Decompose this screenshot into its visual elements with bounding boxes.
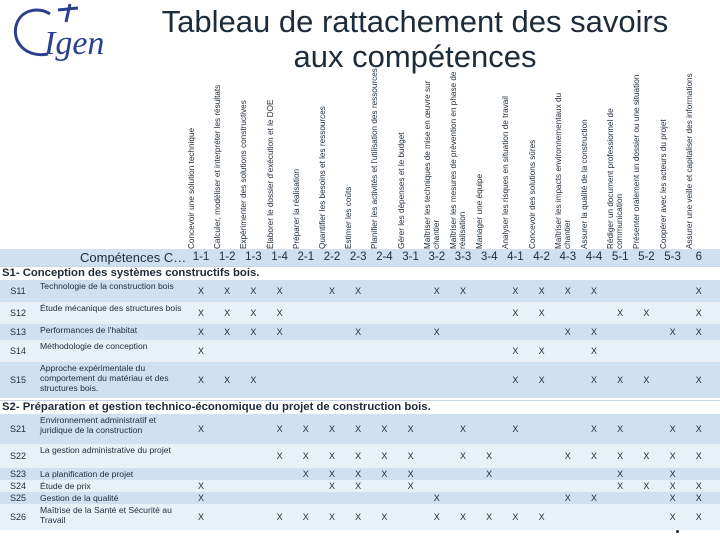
cell-mark-5-1: X [617,308,624,318]
row-code: S15 [9,375,26,385]
column-header-5-2 [633,66,659,249]
cell-mark-1-3: X [250,327,257,337]
column-header-label: Assurer une veille et capitaliser des informations [684,73,694,249]
cell-mark-4-2: X [538,308,545,318]
row-label: Étude de prix [40,481,91,491]
column-header-label: Gérer les dépenses et le budget [396,132,406,249]
cell-mark-4-1: X [512,512,519,522]
column-header-3-4 [476,66,502,249]
cell-mark-2-2: X [328,286,335,296]
cell-mark-4-4: X [590,375,597,385]
competences-label: Compétences C… [80,250,187,265]
title-line-1: Tableau de rattachement des savoirs [161,4,669,39]
competence-code: 3-2 [428,251,446,263]
table-row [0,302,720,325]
section-s1-title [0,266,720,281]
cell-mark-1-4: X [276,286,283,296]
row-label: Environnement administratif et juridique de la construction [40,415,157,436]
column-header-2-1 [293,66,319,249]
cell-mark-1-4: X [276,451,283,461]
column-header-5-3 [660,66,686,249]
row-label: Technologie de la construction bois [40,281,174,291]
cell-mark-5-2: X [643,451,650,461]
cell-mark-2-1: X [302,424,309,434]
cell-mark-1-2: X [224,286,231,296]
cell-mark-2-2: X [328,469,335,479]
competence-code: 5-1 [611,251,629,263]
cell-mark-1-1: X [197,308,204,318]
column-header-2-2 [319,66,345,249]
row-code: S23 [9,469,26,479]
cell-mark-3-1: X [407,451,414,461]
cell-mark-1-1: X [197,512,204,522]
cell-mark-1-1: X [197,493,204,503]
cell-mark-6: X [695,451,702,461]
table-row [0,444,720,469]
cell-mark-1-4: X [276,424,283,434]
competence-code: 6 [695,251,702,263]
title-line-2: aux compétences [293,39,537,74]
cell-mark-1-4: X [276,512,283,522]
table-row [0,324,720,341]
cell-mark-5-3: X [669,493,676,503]
row-code: S14 [9,346,26,356]
row-code: S24 [9,481,26,491]
cell-mark-4-2: X [538,375,545,385]
column-header-label: Maîtriser les techniques de mise en œuvre sur chantier [422,80,441,249]
column-header-label: Rédiger un document professionnel de communication [606,108,624,249]
cell-mark-1-1: X [197,424,204,434]
cell-mark-1-3: X [250,286,257,296]
cell-mark-6: X [695,481,702,491]
column-header-1-2 [214,66,240,249]
column-header-label: Calculer, modéliser et interpréter les résultats [213,84,223,249]
cell-mark-4-4: X [590,327,597,337]
column-header-4-2 [529,66,555,249]
cell-mark-4-3: X [564,327,571,337]
column-header-label: Présenter oralement un dossier ou une situation [632,74,642,249]
footer-dot [676,530,679,533]
cell-mark-1-2: X [224,375,231,385]
cell-mark-3-2: X [433,512,440,522]
row-label: Approche expérimentale du comportement du matériau et des structures bois. [40,363,169,394]
column-header-2-4 [371,66,397,249]
cell-mark-3-2: X [433,286,440,296]
cell-mark-4-2: X [538,346,545,356]
competence-code: 4-1 [507,251,524,263]
row-code: S21 [9,424,26,434]
cell-mark-5-1: X [617,481,624,491]
row-label: Méthodologie de conception [40,341,148,351]
column-header-label: Planifier les activités et l'utilisation des ressources [370,68,380,249]
competence-code: 1-2 [218,251,236,263]
cell-mark-4-4: X [590,286,597,296]
cell-mark-4-1: X [512,346,519,356]
cell-mark-3-3: X [459,451,466,461]
cell-mark-4-4: X [590,451,597,461]
cell-mark-2-3: X [355,424,362,434]
cell-mark-4-1: X [512,375,519,385]
cell-mark-4-3: X [564,286,571,296]
cell-mark-5-3: X [669,512,676,522]
competence-headers [188,66,718,249]
column-header-label: Coopérer avec les acteurs du projet [658,119,668,249]
cell-mark-1-1: X [197,481,204,491]
cell-mark-1-3: X [250,308,257,318]
cell-mark-3-1: X [407,424,414,434]
column-header-label: Préparer la réalisation [291,168,301,249]
competence-code: 1-1 [192,251,210,263]
cell-mark-4-1: X [512,308,519,318]
cell-mark-4-4: X [590,346,597,356]
competence-code: 2-4 [376,251,393,263]
competence-code: 1-3 [245,251,262,263]
competence-code: 4-3 [559,251,577,263]
column-header-3-2 [424,66,450,249]
table-row [0,340,720,363]
cell-mark-5-3: X [669,469,676,479]
cell-mark-3-3: X [459,286,466,296]
cell-mark-1-1: X [197,286,204,296]
row-label: Performances de l'habitat [40,325,138,335]
table-row [0,280,720,303]
column-header-4-3 [555,66,581,249]
cell-mark-1-1: X [197,346,204,356]
cell-mark-5-2: X [643,308,650,318]
cell-mark-3-2: X [433,493,440,503]
section-s1-label: S1- Conception des systèmes constructifs bois. [2,267,260,279]
competence-code: 5-3 [664,251,681,263]
section-s2-label: S2- Préparation et gestion technico-économique du projet de construction bois. [2,401,431,413]
cell-mark-6: X [695,327,702,337]
cell-mark-4-2: X [538,286,545,296]
column-header-label: Assurer la qualité de la construction [580,119,589,249]
cell-mark-2-3: X [355,481,362,491]
cell-mark-2-4: X [381,424,388,434]
column-header-label: Manager une équipe [475,173,485,249]
row-label: La gestion administrative du projet [40,445,171,455]
cell-mark-2-2: X [328,481,335,491]
competence-code: 3-3 [454,251,472,263]
column-header-label: Concevoir une solution technique [187,127,196,249]
cell-mark-1-1: X [197,327,204,337]
competence-code: 4-4 [585,251,603,263]
cell-mark-3-2: X [433,327,440,337]
row-code: S22 [9,451,26,461]
column-header-label: Estimer les coûts [344,186,354,249]
competence-code: 5-2 [638,251,655,263]
cell-mark-1-4: X [276,308,283,318]
cell-mark-5-3: X [669,424,676,434]
competence-code: 3-4 [480,251,498,263]
column-header-1-3 [240,66,266,249]
section-s2-title [0,400,720,415]
competence-code: 3-1 [402,251,419,263]
cell-mark-4-4: X [590,424,597,434]
row-code: S25 [9,493,26,503]
cell-mark-2-3: X [355,469,362,479]
column-header-1-4 [267,66,293,249]
column-header-6 [686,66,712,249]
column-header-3-1 [398,66,424,249]
row-code: S13 [9,327,26,337]
column-header-3-3 [450,66,476,249]
row-code: S26 [9,512,26,522]
cell-mark-4-2: X [538,512,545,522]
cell-mark-4-1: X [512,424,519,434]
column-header-5-1 [607,66,633,249]
competence-code: 2-3 [349,251,367,263]
competence-code: 2-1 [297,251,315,263]
column-header-4-4 [581,66,607,249]
cell-mark-1-2: X [224,308,231,318]
column-header-label: Maîtriser les impacts environnementaux du chantier [553,92,572,249]
cell-mark-2-1: X [302,512,309,522]
cell-mark-2-2: X [328,451,335,461]
competence-code: 1-4 [271,251,288,263]
cell-mark-5-1: X [617,451,624,461]
table-row [0,504,720,531]
row-label: Gestion de la qualité [40,493,119,503]
cell-mark-2-1: X [302,469,309,479]
column-header-label: Analyser les risques en situation de travail [501,96,511,249]
cell-mark-1-4: X [276,327,283,337]
competence-code: 2-2 [323,251,341,263]
table-row [0,414,720,445]
cell-mark-4-3: X [564,493,571,503]
cell-mark-3-1: X [407,481,414,491]
row-label: La planification de projet [40,469,134,479]
column-header-label: Expérimenter des solutions constructives [239,100,249,249]
cell-mark-4-4: X [590,493,597,503]
column-header-4-1 [502,66,528,249]
cell-mark-5-2: X [643,375,650,385]
cell-mark-3-3: X [459,424,466,434]
column-header-label: Élaborer le dossier d'exécution et le DOE [265,99,275,249]
cell-mark-3-4: X [486,512,493,522]
cell-mark-2-3: X [355,327,362,337]
column-header-label: Quantifier les besoins et les ressources [318,106,327,249]
cell-mark-3-4: X [486,469,493,479]
cell-mark-4-3: X [564,451,571,461]
row-code: S11 [10,286,26,296]
cell-mark-6: X [695,286,702,296]
row-label: Étude mécanique des structures bois [40,303,182,313]
table-row [0,362,720,399]
row-code: S12 [9,308,26,318]
cell-mark-2-4: X [381,451,388,461]
cell-mark-1-1: X [197,375,204,385]
cell-mark-5-2: X [643,481,650,491]
cell-mark-2-3: X [355,512,362,522]
cell-mark-2-3: X [355,286,362,296]
column-header-1-1 [188,66,214,249]
column-header-label: Maîtriser les mesures de prévention en phase de réalisation [449,71,467,249]
cell-mark-6: X [695,308,702,318]
cell-mark-2-4: X [381,469,388,479]
cell-mark-1-2: X [224,327,231,337]
igen-logo [8,4,138,70]
cell-mark-6: X [695,493,702,503]
cell-mark-6: X [695,375,702,385]
cell-mark-3-3: X [459,512,466,522]
cell-mark-2-3: X [355,451,362,461]
cell-mark-5-3: X [669,451,676,461]
page-title [130,4,700,74]
cell-mark-3-1: X [407,469,414,479]
column-header-2-3 [345,66,371,249]
cell-mark-2-2: X [328,424,335,434]
cell-mark-1-3: X [250,375,257,385]
cell-mark-4-1: X [512,286,519,296]
cell-mark-2-1: X [302,451,309,461]
cell-mark-2-2: X [328,512,335,522]
competence-code: 4-2 [533,251,550,263]
cell-mark-3-4: X [486,451,493,461]
cell-mark-5-1: X [617,375,624,385]
cell-mark-6: X [695,424,702,434]
cell-mark-6: X [695,512,702,522]
cell-mark-2-4: X [381,512,388,522]
cell-mark-5-1: X [617,469,624,479]
cell-mark-5-1: X [617,424,624,434]
row-label: Maîtrise de la Santé et Sécurité au Travail [40,505,172,526]
cell-mark-5-3: X [669,327,676,337]
cell-mark-5-3: X [669,481,676,491]
column-header-label: Concevoir des solutions sûres [527,139,537,249]
svg-text:Igen: Igen [44,25,105,62]
